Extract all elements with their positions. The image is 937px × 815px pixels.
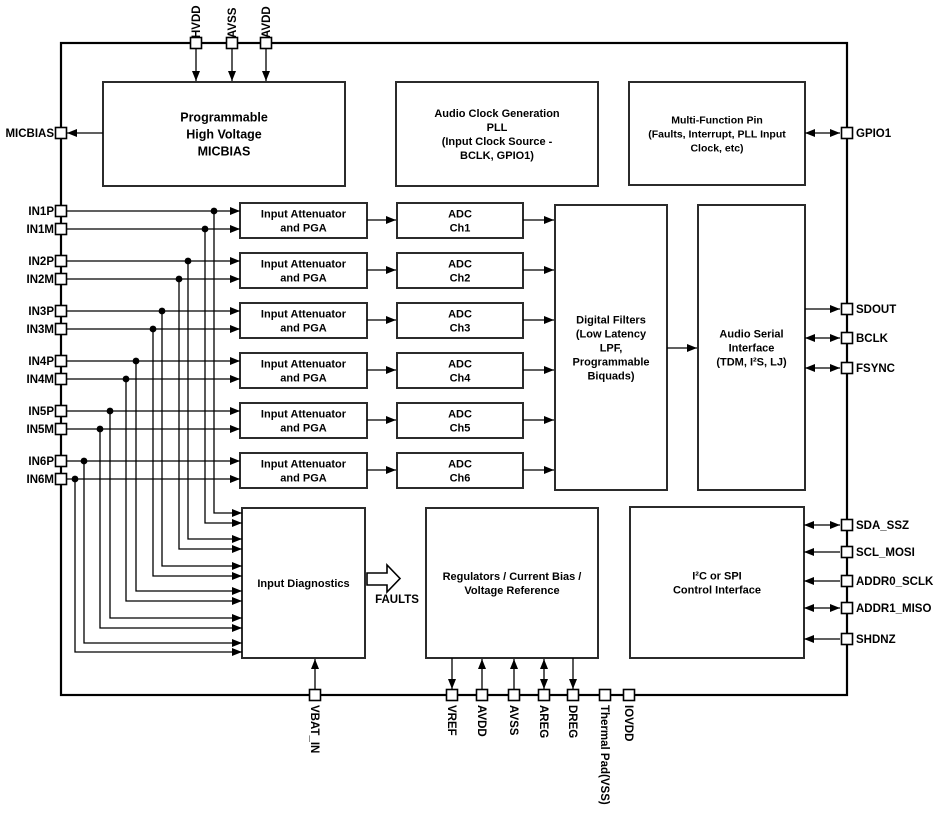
pin-dreg	[566, 690, 579, 739]
junction-dot	[133, 358, 140, 365]
junction-dot	[211, 208, 218, 215]
block-atten6-label: Input Attenuator	[260, 458, 347, 471]
pin-avss-pad	[509, 690, 520, 701]
block-multi-function-pin	[629, 82, 805, 185]
pin-sdout-pad	[842, 304, 853, 315]
wire-in5p-diag-branch	[110, 411, 242, 618]
block-control-interface-label: I²C or SPI	[692, 570, 742, 583]
pin-in1m	[27, 224, 67, 237]
pin-in3m	[27, 324, 67, 337]
block-atten6	[240, 453, 367, 488]
pin-thermal-pad-vss--pad	[600, 690, 611, 701]
pin-iovdd-label: IOVDD	[622, 705, 634, 742]
pin-in4m-label: IN4M	[26, 374, 54, 386]
wire-in1p-diag-branch	[214, 211, 242, 513]
pin-in2m-label: IN2M	[26, 274, 54, 286]
pin-vref-pad	[447, 690, 458, 701]
block-adc6-label: ADC	[448, 458, 472, 471]
block-atten2-label: and PGA	[280, 272, 327, 285]
block-adc1-label: Ch1	[449, 222, 471, 235]
pin-in4p	[28, 356, 66, 369]
block-pll-rect	[396, 82, 598, 186]
pin-in3m-label: IN3M	[26, 324, 54, 336]
pin-scl-mosi-pad	[842, 547, 853, 558]
block-regulators-label: Voltage Reference	[464, 584, 560, 597]
pin-in5p-pad	[56, 406, 67, 417]
pin-in2p-label: IN2P	[28, 256, 54, 268]
pin-addr0-sclk	[842, 576, 935, 589]
block-atten2	[240, 253, 367, 288]
block-adc2-label: Ch2	[449, 272, 471, 285]
pin-vref	[445, 690, 458, 736]
pin-iovdd	[622, 690, 635, 742]
pin-fsync	[842, 363, 895, 376]
pin-hvdd-pad	[191, 38, 202, 49]
pin-sdout	[842, 304, 897, 317]
pin-in1p	[28, 206, 66, 219]
block-atten1-label: and PGA	[280, 222, 327, 235]
pin-micbias-pad	[56, 128, 67, 139]
block-control-interface-rect	[630, 507, 804, 658]
pin-bclk	[842, 333, 889, 346]
block-adc5-label: Ch5	[449, 422, 471, 435]
block-atten4-label: Input Attenuator	[260, 358, 347, 371]
pin-in6m-pad	[56, 474, 67, 485]
pin-in2m	[27, 274, 67, 287]
pin-in5m-label: IN5M	[26, 424, 54, 436]
block-adc6	[397, 453, 523, 488]
block-audio-serial-interface	[698, 205, 805, 490]
block-adc6-label: Ch6	[449, 472, 471, 485]
pin-addr1-miso-label: ADDR1_MISO	[856, 603, 932, 615]
pin-scl-mosi	[842, 547, 915, 560]
pin-vref-label: VREF	[445, 705, 457, 736]
pin-in6p	[28, 456, 66, 469]
block-control-interface-label: Control Interface	[672, 584, 762, 597]
pin-in5p-label: IN5P	[28, 406, 54, 418]
pin-hvdd	[191, 5, 204, 48]
block-input-diagnostics-label: Input Diagnostics	[257, 577, 350, 590]
block-pll	[396, 82, 598, 186]
pin-in3m-pad	[56, 324, 67, 335]
block-regulators-label: Regulators / Current Bias /	[442, 570, 582, 583]
block-adc5-label: ADC	[448, 408, 472, 421]
block-atten3-label: Input Attenuator	[260, 308, 347, 321]
pin-in6p-label: IN6P	[28, 456, 54, 468]
junction-dot	[202, 226, 209, 233]
pin-addr0-sclk-label: ADDR0_SCLK	[856, 576, 934, 588]
block-multi-function-pin-label: (Faults, Interrupt, PLL Input	[648, 128, 786, 141]
pin-in4m	[27, 374, 67, 387]
block-atten2-label: Input Attenuator	[260, 258, 347, 271]
pin-in5m-pad	[56, 424, 67, 435]
junction-dot	[159, 308, 166, 315]
pin-in1m-label: IN1M	[26, 224, 54, 236]
block-digital-filters-label: Digital Filters	[576, 314, 646, 327]
block-regulators	[426, 508, 598, 658]
block-atten3	[240, 303, 367, 338]
pin-sda-ssz-label: SDA_SSZ	[856, 520, 910, 532]
block-adc2-label: ADC	[448, 258, 472, 271]
pin-in1m-pad	[56, 224, 67, 235]
block-atten5-label: Input Attenuator	[260, 408, 347, 421]
pin-avdd-label: AVDD	[261, 6, 273, 38]
pin-areg	[537, 690, 550, 739]
pin-in2p	[28, 256, 66, 269]
junction-dot	[123, 376, 130, 383]
pin-in5p	[28, 406, 66, 419]
block-atten6-label: and PGA	[280, 472, 327, 485]
block-adc4	[397, 353, 523, 388]
block-pll-label: BCLK, GPIO1)	[460, 149, 534, 162]
block-adc2	[397, 253, 523, 288]
faults-arrow	[367, 565, 400, 592]
pin-areg-pad	[539, 690, 550, 701]
block-adc3-label: ADC	[448, 308, 472, 321]
pin-avss-pad	[227, 38, 238, 49]
block-digital-filters-label: LPF,	[599, 342, 623, 355]
pin-in4p-label: IN4P	[28, 356, 54, 368]
pin-in2p-pad	[56, 256, 67, 267]
block-atten1-label: Input Attenuator	[260, 208, 347, 221]
pin-micbias-label: MICBIAS	[5, 128, 54, 140]
wire-in4p-diag-branch	[136, 361, 242, 591]
block-control-interface	[630, 507, 804, 658]
pin-avss-label: AVSS	[227, 7, 239, 38]
pin-areg-label: AREG	[537, 705, 549, 739]
junction-dot	[97, 426, 104, 433]
block-audio-serial-interface-label: (TDM, I²S, LJ)	[716, 356, 787, 369]
pin-thermal-pad-vss-	[598, 690, 611, 805]
block-pll-label: Audio Clock Generation	[434, 107, 560, 120]
pin-avdd	[261, 6, 274, 48]
block-atten1	[240, 203, 367, 238]
pin-in4p-pad	[56, 356, 67, 367]
block-micbias	[103, 82, 345, 186]
block-pll-label: (Input Clock Source -	[441, 135, 553, 148]
block-audio-serial-interface-label: Interface	[728, 342, 775, 355]
block-atten4	[240, 353, 367, 388]
pin-hvdd-label: HVDD	[191, 5, 203, 38]
junction-dot	[81, 458, 88, 465]
pin-in1p-label: IN1P	[28, 206, 54, 218]
pin-avdd-label: AVDD	[475, 705, 487, 737]
pin-sda-ssz-pad	[842, 520, 853, 531]
pin-iovdd-pad	[624, 690, 635, 701]
block-adc4-label: ADC	[448, 358, 472, 371]
block-multi-function-pin-label: Clock, etc)	[690, 142, 744, 155]
wire-in6p-diag-branch	[84, 461, 242, 643]
block-micbias-label: High Voltage	[186, 127, 262, 142]
pin-in5m	[27, 424, 67, 437]
block-adc1-label: ADC	[448, 208, 472, 221]
pin-avdd-pad	[477, 690, 488, 701]
pin-in3p-pad	[56, 306, 67, 317]
block-audio-serial-interface-label: Audio Serial	[719, 328, 784, 341]
pin-thermal-pad-vss--label: Thermal Pad(VSS)	[598, 705, 610, 805]
pin-addr0-sclk-pad	[842, 576, 853, 587]
pin-avss-label: AVSS	[507, 705, 519, 736]
block-multi-function-pin-label: Multi-Function Pin	[671, 114, 763, 127]
pin-addr1-miso	[842, 603, 932, 616]
block-digital-filters-label: (Low Latency	[575, 328, 647, 341]
junction-dot	[176, 276, 183, 283]
pin-shdnz-label: SHDNZ	[856, 634, 896, 646]
block-adc3	[397, 303, 523, 338]
block-digital-filters-label: Programmable	[572, 356, 650, 369]
pin-sda-ssz	[842, 520, 910, 533]
block-micbias-label: Programmable	[180, 110, 268, 125]
junction-dot	[72, 476, 79, 483]
block-digital-filters-label: Biquads)	[587, 370, 635, 383]
wire-in4m-diag-branch	[126, 379, 242, 601]
block-atten4-label: and PGA	[280, 372, 327, 385]
pin-vbat-in	[308, 690, 321, 754]
pin-in4m-pad	[56, 374, 67, 385]
pin-micbias	[5, 128, 66, 141]
pin-shdnz-pad	[842, 634, 853, 645]
pin-avdd	[475, 690, 488, 737]
block-adc4-label: Ch4	[449, 372, 471, 385]
wire-in5m-diag-branch	[100, 429, 242, 628]
pin-vbat-in-label: VBAT_IN	[308, 705, 320, 754]
block-atten3-label: and PGA	[280, 322, 327, 335]
pin-sdout-label: SDOUT	[856, 304, 897, 316]
junction-dot	[150, 326, 157, 333]
pin-in3p-label: IN3P	[28, 306, 54, 318]
block-adc3-label: Ch3	[449, 322, 471, 335]
pin-vbat-in-pad	[310, 690, 321, 701]
block-digital-filters	[555, 205, 667, 490]
pin-scl-mosi-label: SCL_MOSI	[856, 547, 915, 559]
junction-dot	[185, 258, 192, 265]
block-adc1	[397, 203, 523, 238]
pin-addr1-miso-pad	[842, 603, 853, 614]
pin-gpio1-label: GPIO1	[856, 128, 892, 140]
pin-shdnz	[842, 634, 896, 647]
junction-dot	[107, 408, 114, 415]
block-adc5	[397, 403, 523, 438]
pin-avss	[507, 690, 520, 736]
pin-in1p-pad	[56, 206, 67, 217]
faults-label: FAULTS	[375, 594, 419, 606]
pin-bclk-label: BCLK	[856, 333, 888, 345]
block-atten5	[240, 403, 367, 438]
block-micbias-label: MICBIAS	[197, 144, 251, 159]
pin-fsync-pad	[842, 363, 853, 374]
pin-bclk-pad	[842, 333, 853, 344]
pin-dreg-label: DREG	[566, 705, 578, 739]
pin-dreg-pad	[568, 690, 579, 701]
pin-in6m	[27, 474, 67, 487]
block-input-diagnostics	[242, 508, 365, 658]
pin-avss	[227, 7, 240, 48]
block-regulators-rect	[426, 508, 598, 658]
pin-in6p-pad	[56, 456, 67, 467]
block-pll-label: PLL	[486, 121, 508, 134]
wire-in3p-diag-branch	[162, 311, 242, 566]
pin-gpio1	[842, 128, 892, 141]
pin-fsync-label: FSYNC	[856, 363, 895, 375]
pin-avdd-pad	[261, 38, 272, 49]
pin-in3p	[28, 306, 66, 319]
wire-in2p-diag-branch	[188, 261, 242, 539]
pin-in6m-label: IN6M	[26, 474, 54, 486]
block-atten5-label: and PGA	[280, 422, 327, 435]
pin-gpio1-pad	[842, 128, 853, 139]
pin-in2m-pad	[56, 274, 67, 285]
